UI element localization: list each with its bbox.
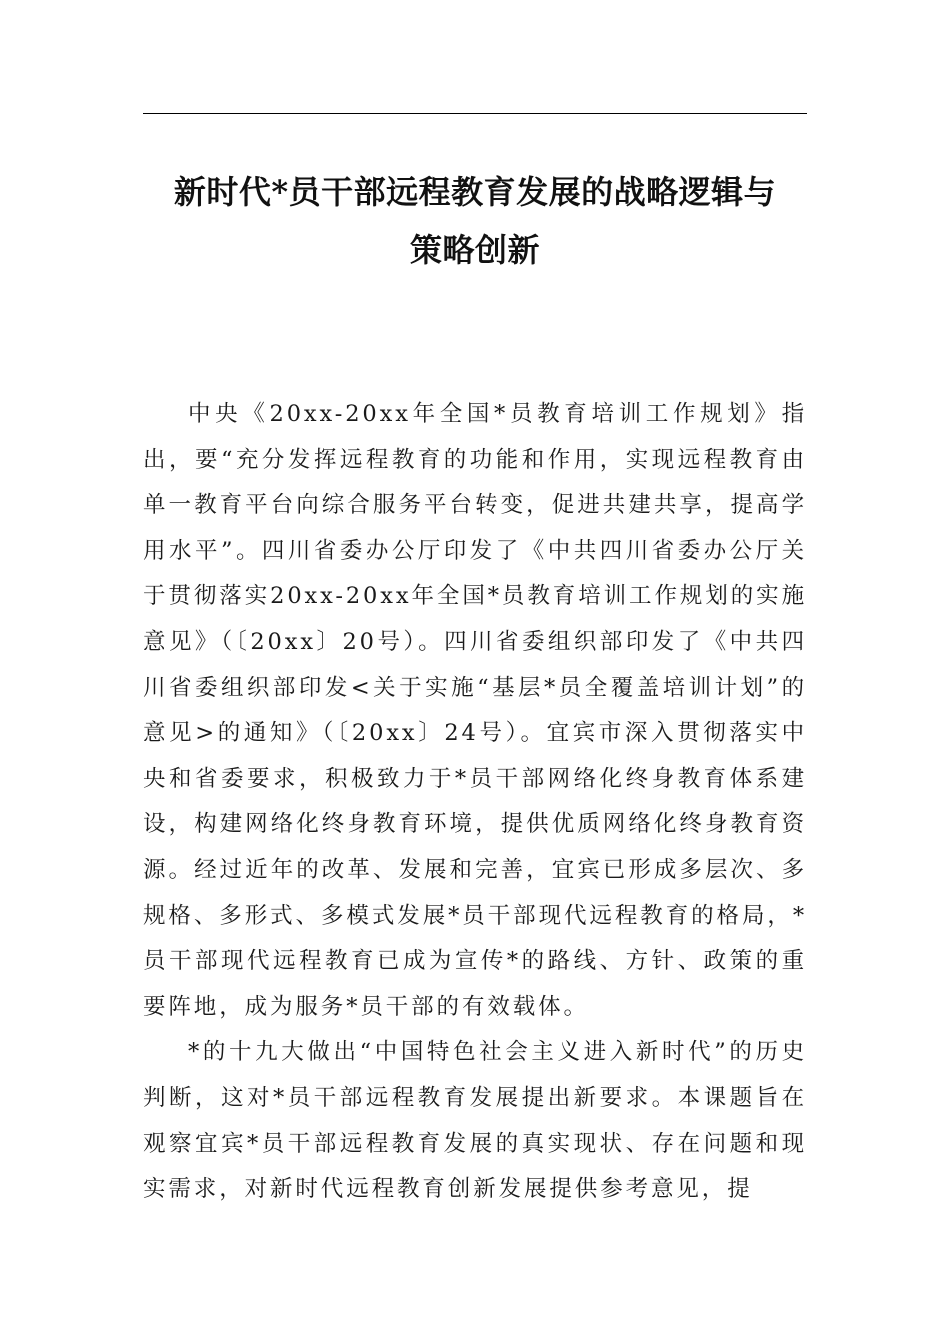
document-body [143,392,807,1213]
paragraph-1: 中央《20xx-20xx年全国*员教育培训工作规划》指出，要“充分发挥远程教育的功能和作用，实现远程教育由单一教育平台向综合服务平台转变，促进共建共享，提高学用水平”。四川省委办公厅印发了《中共四川省委办公厅关于贯彻落实20xx-20xx年全国*员教育培训工作规划的实施意见》（〔20xx〕20号）。四川省委组织部印发了《中共四川省委组织部印发<关于实施“基层*员全覆盖培训计划”的意见>的通知》（〔20xx〕24号）。宜宾市深入贯彻落实中央和省委要求，积极致力于*员干部网络化终身教育体系建设，构建网络化终身教育环境，提供优质网络化终身教育资源。经过近年的改革、发展和完善，宜宾已形成多层次、多规格、多形式、多模式发展*员干部现代远程教育的格局，*员干部现代远程教育已成为宣传*的路线、方针、政策的重要阵地，成为服务*员干部的有效载体。 [143,401,807,1020]
header-rule [143,113,807,114]
document-title [143,163,807,279]
paragraph-2: *的十九大做出“中国特色社会主义进入新时代”的历史判断，这对*员干部远程教育发展提出新要求。本课题旨在观察宜宾*员干部远程教育发展的真实现状、存在问题和现实需求，对新时代远程教育创新发展提供参考意见，提 [143,1039,807,1203]
title-line-2: 策略创新 [409,231,540,269]
title-line-1: 新时代*员干部远程教育发展的战略逻辑与 [173,173,777,211]
